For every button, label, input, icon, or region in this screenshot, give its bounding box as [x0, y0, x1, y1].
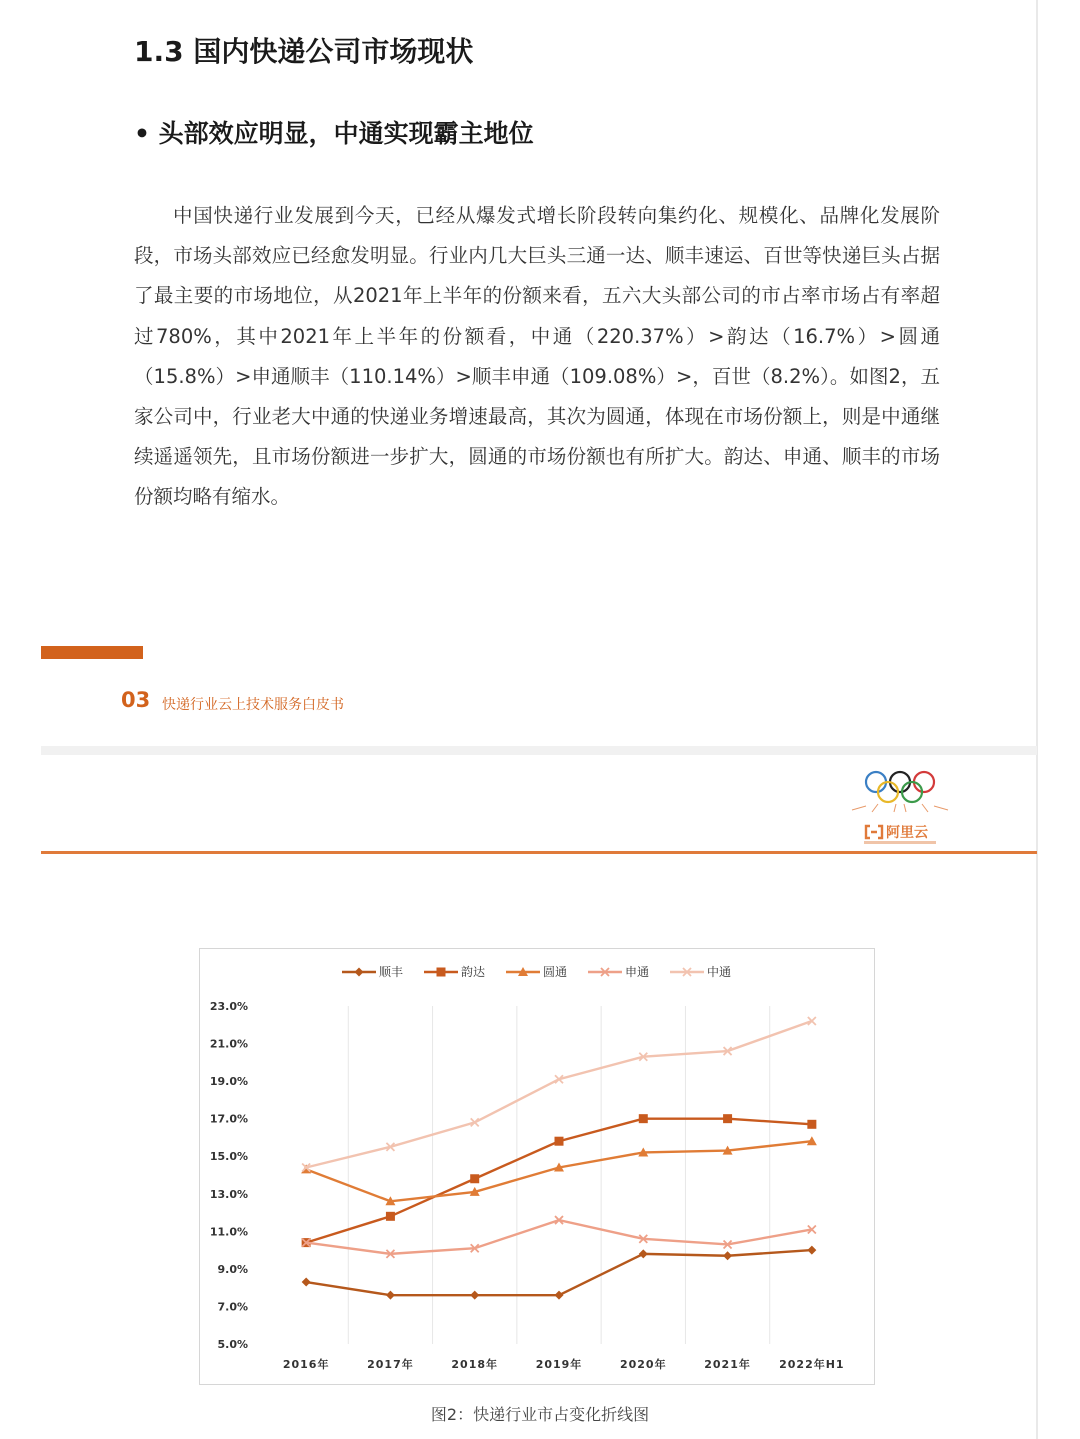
- x-tick-label: 2021年: [704, 1358, 751, 1371]
- legend-label: 中通: [707, 965, 732, 979]
- header-rule: [41, 851, 1037, 854]
- legend-label: 顺丰: [379, 965, 404, 979]
- data-point: [639, 1249, 648, 1258]
- x-tick-label: 2019年: [535, 1358, 583, 1371]
- data-point: [807, 1120, 816, 1129]
- y-tick-label: 13.0%: [209, 1187, 248, 1201]
- data-point: [555, 1137, 564, 1146]
- y-tick-label: 23.0%: [209, 1000, 248, 1013]
- y-tick-label: 7.0%: [217, 1300, 248, 1314]
- section-title: 1.3 国内快递公司市场现状: [134, 35, 474, 68]
- logo-brand-text: 阿里云: [886, 825, 928, 841]
- data-point: [639, 1114, 648, 1123]
- x-tick-label: 2017年: [367, 1358, 414, 1371]
- legend-label: 申通: [625, 965, 650, 979]
- data-point: [386, 1212, 395, 1221]
- page-right-edge: [1036, 0, 1038, 1439]
- chart-caption: 图2：快递行业市占变化折线图: [430, 1405, 650, 1424]
- page-separator: [41, 746, 1037, 755]
- logo-tagline-mark: [864, 841, 936, 844]
- data-point: [386, 1291, 395, 1300]
- x-tick-label: 2018年: [451, 1358, 499, 1371]
- line-chart: [199, 948, 875, 1385]
- y-tick-label: 17.0%: [209, 1112, 248, 1126]
- y-tick-label: 15.0%: [209, 1150, 248, 1164]
- y-tick-label: 21.0%: [209, 1037, 248, 1051]
- y-tick-label: 11.0%: [209, 1225, 248, 1239]
- data-point: [723, 1251, 732, 1260]
- x-tick-label: 2022年H1: [779, 1358, 845, 1371]
- y-tick-label: 19.0%: [209, 1075, 248, 1089]
- x-tick-label: 2016年: [282, 1358, 330, 1371]
- series-line: [306, 1220, 812, 1254]
- chart-canvas: [200, 949, 874, 1384]
- data-point: [723, 1114, 732, 1123]
- data-point: [807, 1246, 816, 1255]
- y-tick-label: 5.0%: [217, 1338, 248, 1351]
- legend-label: 韵达: [461, 965, 486, 979]
- sub-title: • 头部效应明显，中通实现霸主地位: [134, 119, 534, 148]
- page-number: 03: [121, 688, 151, 712]
- footer-doc-title: 快递行业云上技术服务白皮书: [162, 697, 344, 713]
- legend-label: 圆通: [543, 965, 568, 979]
- footer-accent-bar: [41, 646, 143, 659]
- series-line: [306, 1250, 812, 1295]
- data-point: [470, 1291, 479, 1300]
- data-point: [470, 1174, 479, 1183]
- y-tick-label: 9.0%: [217, 1262, 248, 1276]
- x-tick-label: 2020年: [619, 1358, 667, 1371]
- data-point: [302, 1278, 311, 1287]
- aliyun-logo-icon: [864, 824, 884, 840]
- data-point: [437, 968, 446, 977]
- data-point: [555, 1291, 564, 1300]
- data-point: [355, 968, 364, 977]
- body-paragraph: 中国快递行业发展到今天，已经从爆发式增长阶段转向集约化、规模化、品牌化发展阶段，市场头部效应已经愈发明显。行业内几大巨头三通一达、顺丰速运、百世等快递巨头占据了最主要的市场地位，从2021年上半年的份额来看，五六大头部公司的市占率市场占有率超过780%，其中2021年上半年的份额看，中通（220.37%）>韵达（16.7%）>圆通（15.8%）>申通顺丰（110.14%）>顺丰申通（109.08%）>，百世（8.2%）。如图2，五家公司中，行业老大中通的快递业务增速最高，其次为圆通，体现在市场份额上，则是中通继续遥遥领先，且市场份额进一步扩大，圆通的市场份额也有所扩大。韵达、申通、顺丰的市场份额均略有缩水。: [134, 204, 940, 509]
